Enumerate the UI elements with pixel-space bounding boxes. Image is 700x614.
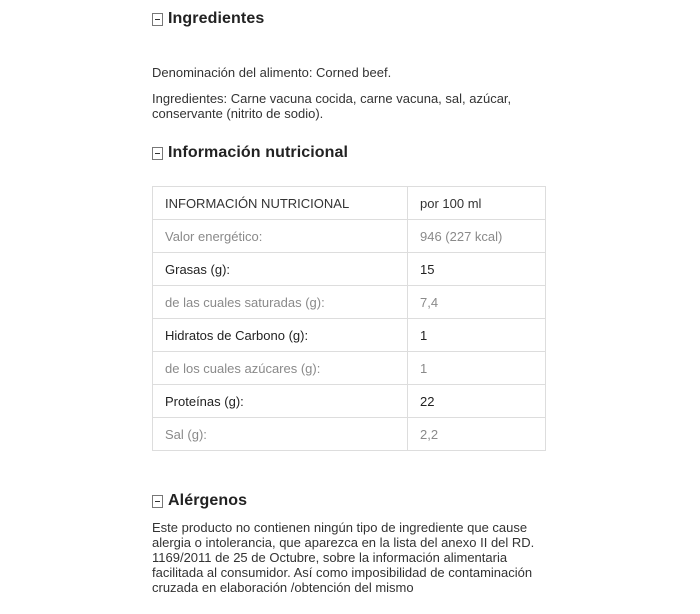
nutrient-value: 15: [408, 253, 546, 286]
header-cell: INFORMACIÓN NUTRICIONAL: [153, 187, 408, 220]
nutrient-value: 1: [408, 352, 546, 385]
alergenos-title: Alérgenos: [168, 492, 248, 509]
allergens-text: Este producto no contienen ningún tipo de ingrediente que cause alergia o intolerancia, que aparezca en la lista del anexo II del RD. 1169/2011 de 25 de Octubre, sobre la información alimentaria facilitada al consumidor. Así como imposibilidad de contaminación cruzada en elaboración /obtención del mismo: [152, 520, 535, 595]
header-cell: por 100 ml: [408, 187, 546, 220]
alergenos-header[interactable]: [152, 492, 247, 510]
nutrition-table: [152, 186, 546, 451]
nutricional-header[interactable]: [152, 144, 348, 162]
table-row: [153, 286, 546, 319]
table-row: [153, 418, 546, 451]
table-row: [153, 385, 546, 418]
collapse-minus-icon[interactable]: [152, 147, 163, 160]
ingredients-text: Ingredientes: Carne vacuna cocida, carne vacuna, sal, azúcar, conservante (nitrito de sodio).: [152, 91, 512, 121]
nutrient-value: 2,2: [408, 418, 546, 451]
table-row: [153, 319, 546, 352]
collapse-minus-icon[interactable]: [152, 495, 163, 508]
table-row: [153, 352, 546, 385]
nutrient-value: 7,4: [408, 286, 546, 319]
nutrient-label: Grasas (g):: [153, 253, 408, 286]
table-row: [153, 220, 546, 253]
table-header-row: [153, 187, 546, 220]
nutrient-label: de los cuales azúcares (g):: [153, 352, 408, 385]
nutrient-label: de las cuales saturadas (g):: [153, 286, 408, 319]
nutrient-value: 1: [408, 319, 546, 352]
table-row: [153, 253, 546, 286]
ingredientes-header[interactable]: [152, 10, 264, 28]
nutrient-label: Sal (g):: [153, 418, 408, 451]
nutrient-label: Hidratos de Carbono (g):: [153, 319, 408, 352]
ingredientes-title: Ingredientes: [168, 10, 265, 27]
nutrient-value: 946 (227 kcal): [408, 220, 546, 253]
nutrient-value: 22: [408, 385, 546, 418]
collapse-minus-icon[interactable]: [152, 13, 163, 26]
nutrient-label: Proteínas (g):: [153, 385, 408, 418]
nutrient-label: Valor energético:: [153, 220, 408, 253]
food-denomination: Denominación del alimento: Corned beef.: [152, 65, 392, 80]
nutricional-title: Información nutricional: [168, 144, 349, 161]
